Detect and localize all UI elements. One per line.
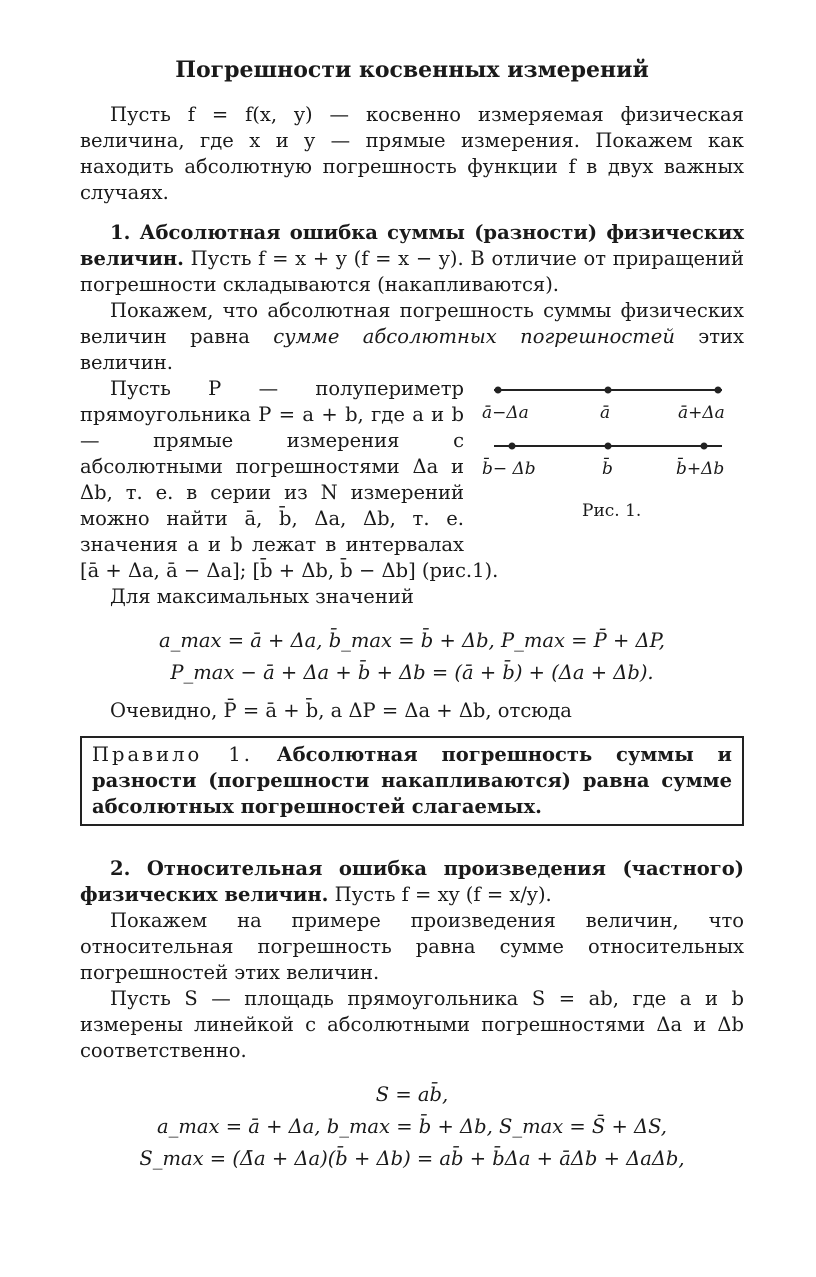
perimeter-paragraph: Пусть P — полупериметр прямоугольника P = a + b, где a и b — прямые измерения с абсолютными погрешностями Δa и Δb, т. е. в серии из N измерений можно найти ā, b̄, Δa, Δb, т. е. значения a и b лежат в интервалах [ā + Δa, ā − Δa]; [b̄ + Δb, b̄ − Δb] (рис.1). (80, 377, 499, 582)
document-page (80, 56, 744, 1184)
equation-max-values: a_max = ā + Δa, b̄_max = b̄ + Δb, P_max = P̄ + ΔP, (159, 629, 665, 652)
intro-paragraph: Пусть f = f(x, y) — косвенно измеряемая физическая величина, где x и y — прямые измерения. Покажем как находить абсолютную погрешность функции f в двух важных случаях. (80, 103, 744, 204)
rule-text: Абсолютная погрешность суммы и разности (погрешности накапливаются) равна сумме абсолютных погрешностей слагаемых. (92, 743, 732, 818)
claim-start: Покажем, что абсолютная погрешность суммы физических величин равна (80, 299, 744, 348)
obviously-paragraph: Очевидно, P̄ = ā + b̄, а ΔP = Δa + Δb, отсюда (110, 699, 572, 722)
page-title: Погрешности косвенных измерений (175, 57, 649, 83)
figure-caption: Рис. 1. (582, 501, 642, 521)
point-b-minus (509, 443, 516, 450)
point-b-mean (605, 443, 612, 450)
claim-emphasis: сумме абсолютных погрешностей (273, 325, 675, 348)
point-b-plus (701, 443, 708, 450)
point-a-minus (495, 387, 502, 394)
claim-end: этих величин. (80, 325, 744, 374)
rule-1-box (80, 736, 744, 826)
area-paragraph: Пусть S — площадь прямоугольника S = ab, где a и b измерены линейкой с абсолютными погрешностями Δa и Δb соответственно. (80, 987, 744, 1062)
point-a-plus (715, 387, 722, 394)
section2-claim: Покажем на примере произведения величин, что относительная погрешность равна сумме относительных погрешностей этих величин. (80, 909, 744, 984)
max-values-intro: Для максимальных значений (110, 585, 414, 608)
interval-diagram (482, 380, 744, 500)
label-a-minus: ā−Δa (482, 403, 529, 423)
rule-label: Правило 1. (92, 743, 254, 766)
equation-pmax: P_max − ā + Δa + b̄ + Δb = (ā + b̄) + (Δa + Δb). (170, 661, 654, 684)
section1-heading: 1. Абсолютная ошибка суммы (разности) физических величин. (80, 221, 744, 270)
section2-paragraph (80, 856, 744, 908)
label-a-mean: ā (600, 403, 611, 423)
section1-paragraph (80, 220, 744, 298)
label-b-plus: b̄+Δb (676, 459, 725, 479)
figure-1 (482, 380, 744, 532)
equation-s-max-values: a_max = ā + Δa, b_max = b̄ + Δb, S_max = S̄ + ΔS, (157, 1115, 667, 1138)
equation-s: S = ab̄, (375, 1083, 449, 1106)
label-a-plus: ā+Δa (678, 403, 725, 423)
label-b-mean: b̄ (602, 459, 613, 479)
label-b-minus: b̄− Δb (482, 459, 536, 479)
section1-text: Пусть f = x + y (f = x − y). В отличие от приращений погрешности складываются (накапливаются). (80, 247, 744, 296)
point-a-mean (605, 387, 612, 394)
section2-heading: 2. Относительная ошибка произведения (частного) физических величин. (80, 857, 744, 906)
section1-claim (80, 298, 744, 376)
equation-s-max-expansion: S_max = (Δ̄a + Δa)(b̄ + Δb) = ab̄ + b̄Δa + āΔb + ΔaΔb, (139, 1147, 685, 1170)
section2-text: Пусть f = xy (f = x/y). (328, 883, 552, 906)
